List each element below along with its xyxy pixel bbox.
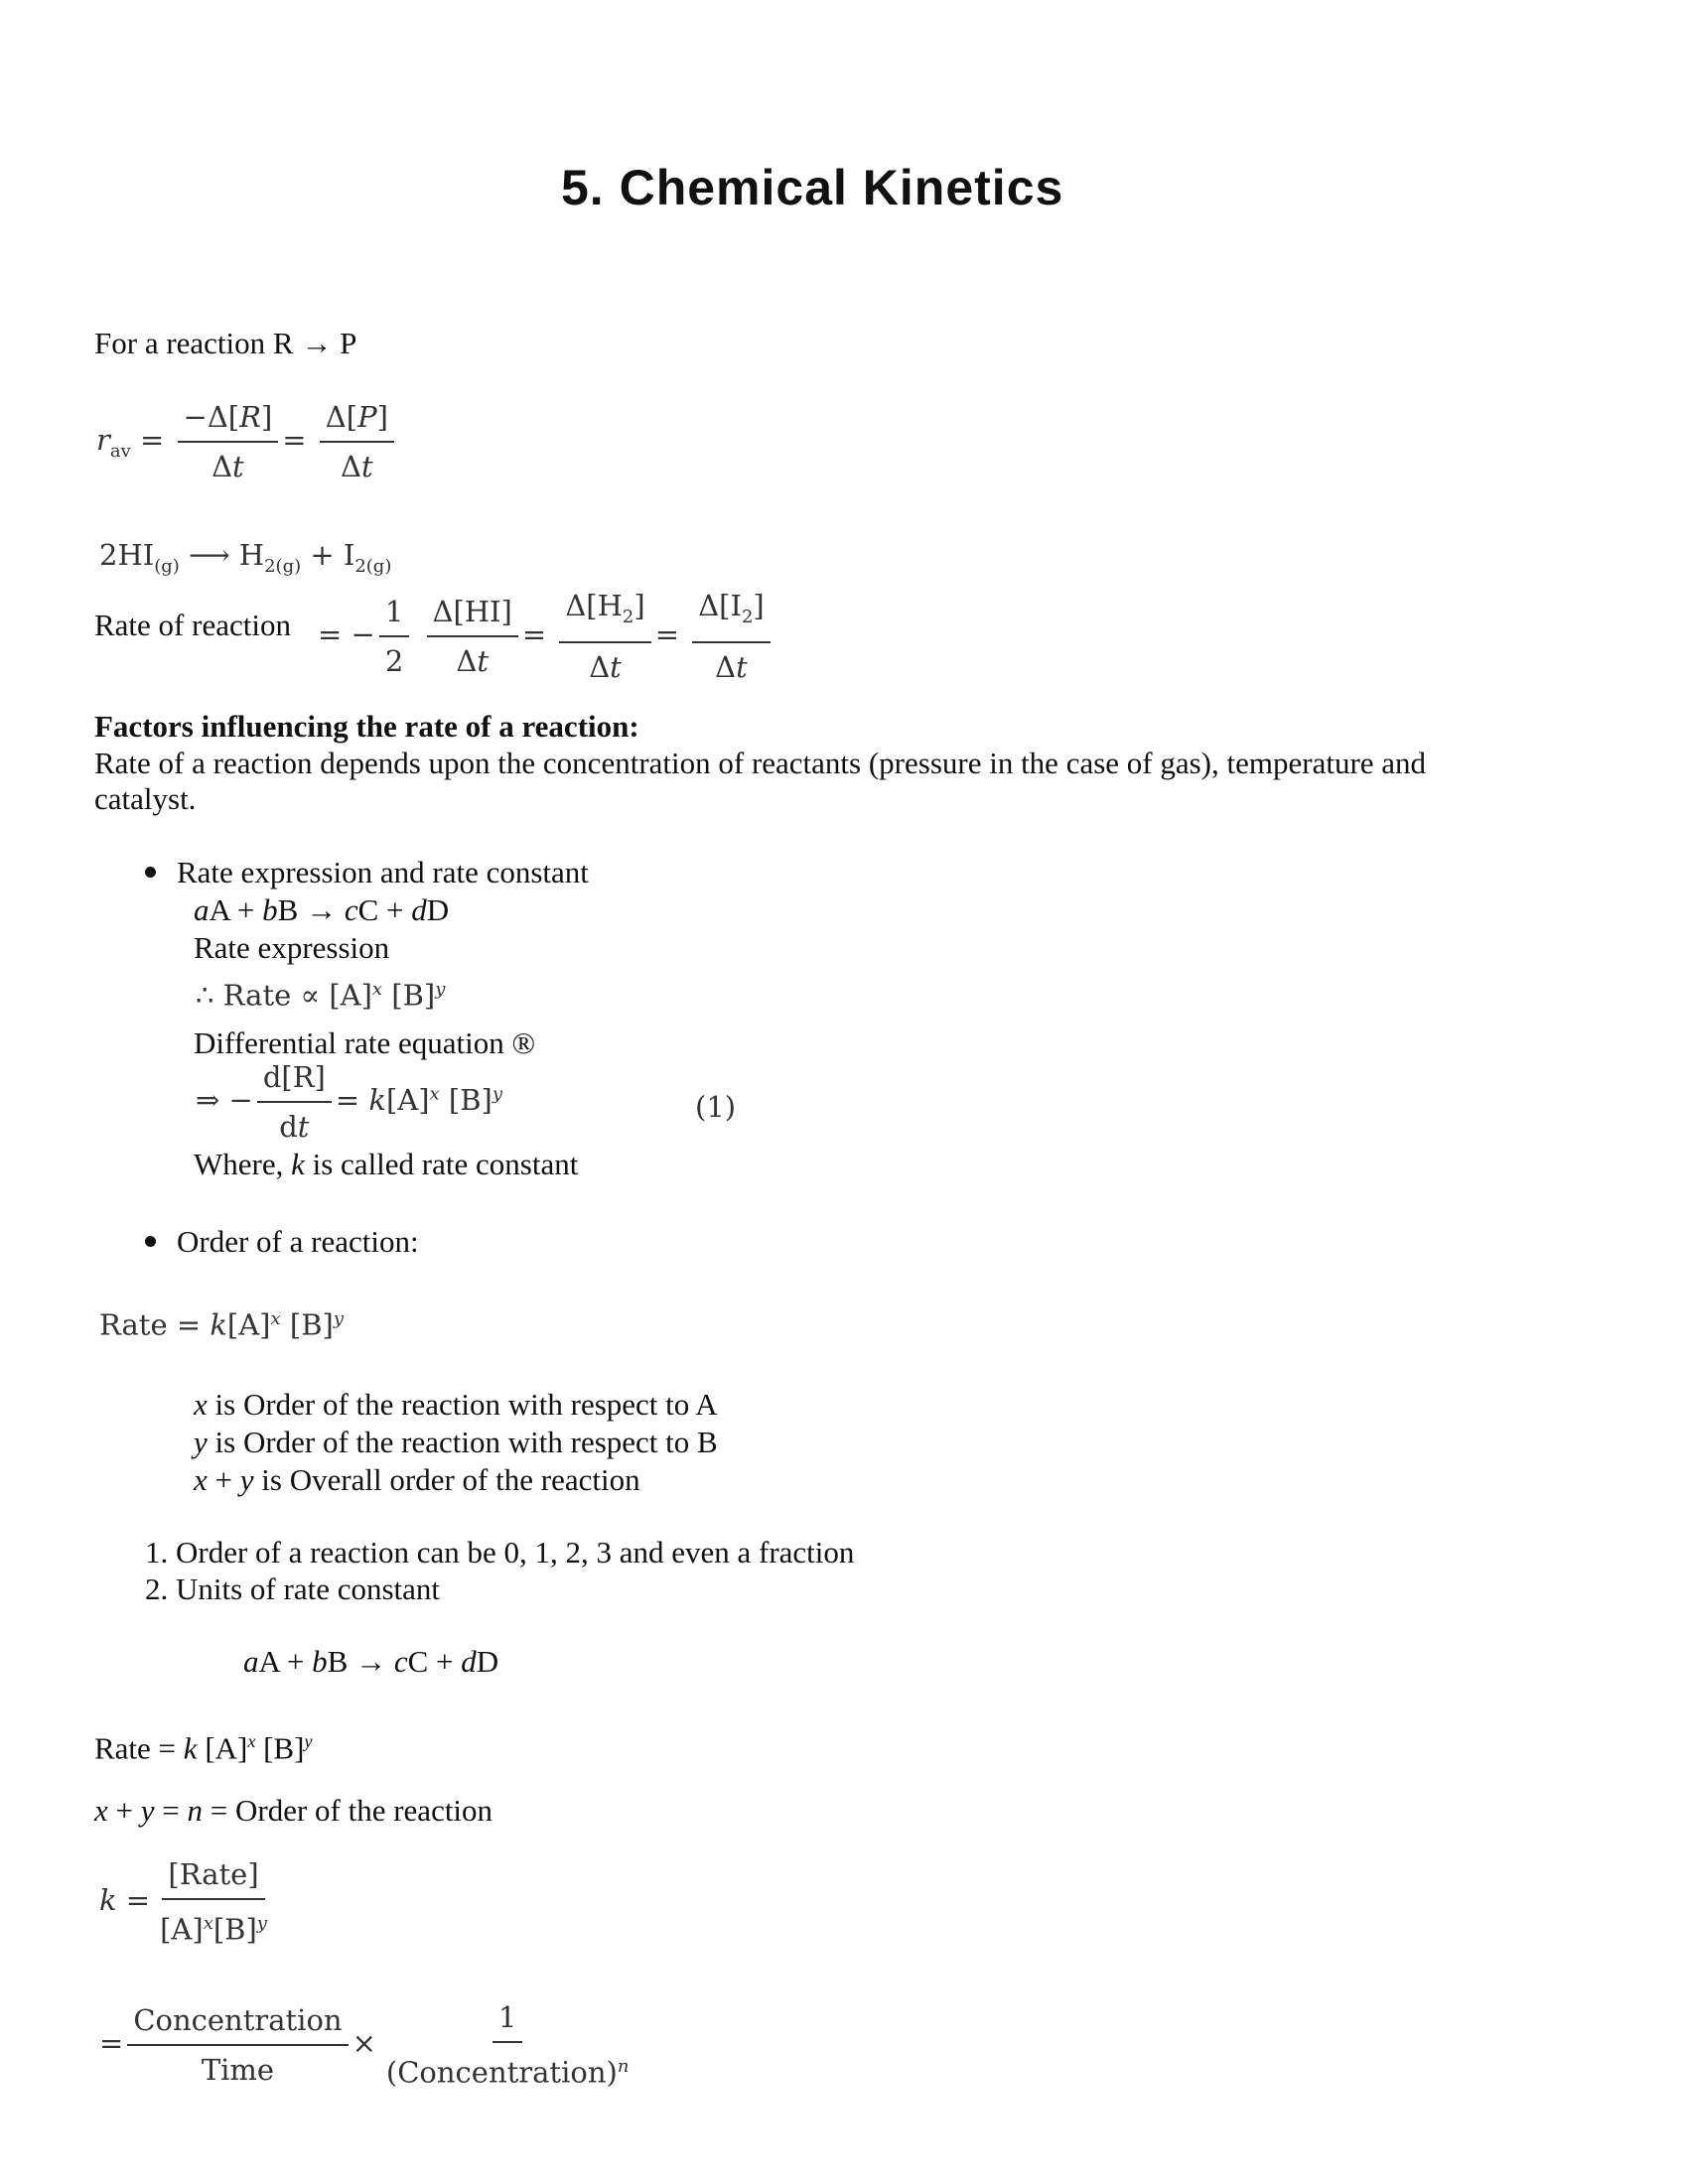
units-order-line: x + y = n = Order of the reaction <box>94 1793 493 1828</box>
factors-text-line-2: catalyst. <box>94 781 197 816</box>
bullet-rate-expression-heading: Rate expression and rate constant <box>177 855 589 889</box>
one-numerator: 1 <box>492 1997 522 2043</box>
rate-of-reaction-equation: = − $\frac{1}{2}$ $\frac{\Delta[HI]}{\Delta t}$ = $\frac{\Delta[H_2]}{\Delta t}$ = $\frac{\Delta[I_2]}{\Delta t}$ <box>318 586 774 687</box>
numbered-item-2: 2. Units of rate constant <box>145 1571 441 1606</box>
fraction: $\frac{d[R]}{dt}$ <box>257 1057 332 1147</box>
equation-number: (1) <box>695 1090 737 1124</box>
factors-heading: Factors influencing the rate of a reaction: <box>94 709 639 744</box>
differential-rate-equation: ⇒ − $\frac{d[R]}{dt}$ = $k[A]^x$ $[B]^y$ <box>196 1057 502 1147</box>
rate-proportional-expression: ∴ Rate ∝ $[A]^x$ $[B]^y$ <box>196 978 446 1013</box>
overall-order-text: is Overall order of the reaction <box>261 1462 640 1497</box>
order-x-line: x is Order of the reaction with respect to A <box>194 1387 718 1422</box>
factors-text-line-1: Rate of a reaction depends upon the concentration of reactants (pressure in the case of gas), temperature and <box>94 746 1427 780</box>
units-general-reaction: aA + bB → cC + dD <box>243 1644 499 1679</box>
k-numerator: [Rate] <box>162 1854 264 1900</box>
fraction: $\frac{-\Delta[R]}{\Delta t}$ <box>178 397 279 486</box>
order-y-text: is Order of the reaction with respect to B <box>214 1425 718 1459</box>
differential-rate-label: Differential rate equation ® <box>194 1025 536 1060</box>
concentration-n-denominator: (Concentration) <box>385 2055 618 2090</box>
order-x-text: is Order of the reaction with respect to A <box>214 1387 718 1422</box>
fraction: $\frac{1}{2}$ <box>379 592 409 681</box>
fraction: $\frac{\text{[Rate]}}{[A]^x[B]^y}$ <box>154 1854 273 1950</box>
time-denominator: Time <box>201 2052 275 2087</box>
order-y-line: y is Order of the reaction with respect to B <box>194 1425 718 1459</box>
bullet-marker <box>145 867 156 878</box>
numbered-item-2-text: Units of rate constant <box>176 1571 441 1606</box>
rate-expression-label: Rate expression <box>194 930 390 965</box>
intro-text: For a reaction R → P <box>94 326 357 360</box>
fraction: $\frac{\Delta[HI]}{\Delta t}$ <box>427 592 518 681</box>
fraction: $\frac{\Delta[I_2]}{\Delta t}$ <box>692 586 771 687</box>
numbered-item-1-text: Order of a reaction can be 0, 1, 2, 3 and even a fraction <box>176 1535 855 1570</box>
hi-decomposition-reaction: $2HI_{(g)}$ ⟶ $H_{2(g)} + I_{2(g)}$ <box>99 538 392 577</box>
general-reaction: aA + bB → cC + dD <box>194 892 450 927</box>
units-rate-line: Rate = k $[A]^x$ $[B]^y$ <box>94 1730 313 1766</box>
bullet-order-heading: Order of a reaction: <box>177 1224 419 1259</box>
fraction <box>127 2000 348 2090</box>
average-rate-equation: $r_{av}$ = $\frac{-\Delta[R]}{\Delta t}$ = $\frac{\Delta[P]}{\Delta t}$ <box>96 397 398 486</box>
fraction: $\frac{\Delta[P]}{\Delta t}$ <box>320 397 394 486</box>
fraction: $\frac{\Delta[H_2]}{\Delta t}$ <box>559 586 650 687</box>
overall-order-line: x + y is Overall order of the reaction <box>194 1462 640 1497</box>
fraction: $\frac{1}{(Concentration)^n}$ <box>380 1997 635 2093</box>
k-expression: k = $\frac{\text{[Rate]}}{[A]^x[B]^y}$ <box>99 1854 277 1950</box>
rate-law-equation: Rate = $k[A]^x$ $[B]^y$ <box>99 1307 344 1342</box>
rate-of-reaction-label: Rate of reaction <box>94 608 291 642</box>
numbered-item-1: 1. Order of a reaction can be 0, 1, 2, 3 and even a fraction <box>145 1535 855 1570</box>
k-units-expression: = $\frac{\text{Concentration}}{\text{Time}}$ × $\frac{1}{(Concentration)^n}$ <box>99 1997 638 2093</box>
bullet-marker <box>145 1236 156 1247</box>
page-title: 5. Chemical Kinetics <box>561 160 1064 215</box>
rate-constant-definition: Where, k is called rate constant <box>194 1147 579 1181</box>
concentration-numerator: Concentration <box>127 2000 348 2046</box>
